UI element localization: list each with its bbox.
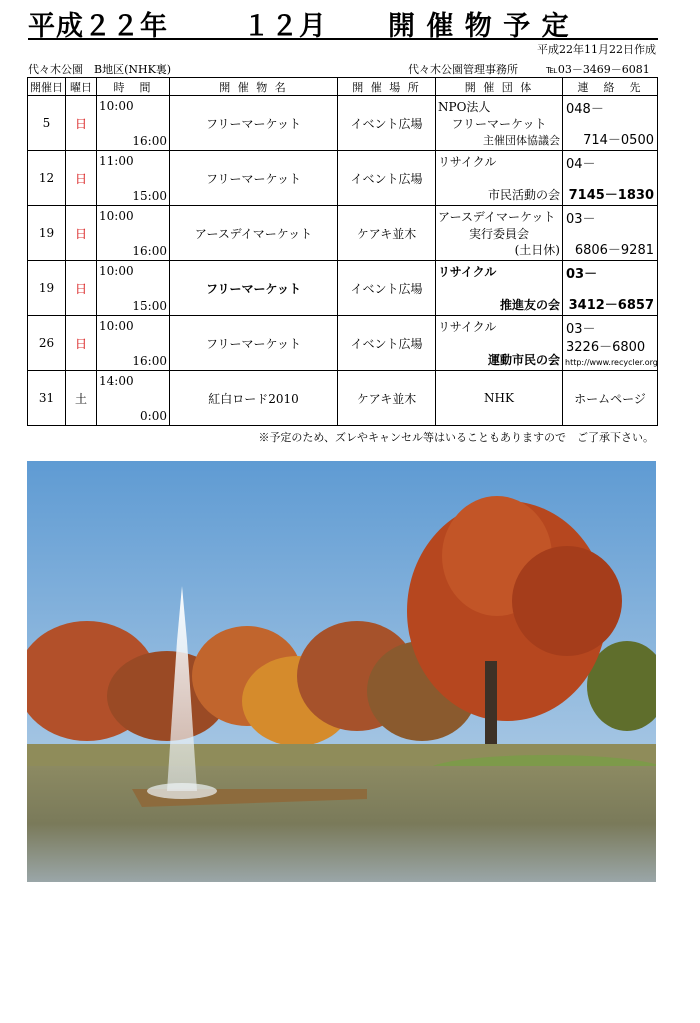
cell-organizer: NHK — [436, 371, 563, 426]
time-end: 16:00 — [132, 134, 167, 148]
cell-contact — [563, 96, 658, 151]
title-year: 平成２２年 — [28, 11, 168, 42]
contact-line1: 03－ — [566, 267, 598, 282]
header-weekday: 曜日 — [66, 78, 97, 96]
contact-line3: 6806－9281 — [574, 243, 654, 258]
time-start: 10:00 — [99, 209, 134, 223]
organizer-line3: 推進友の会 — [499, 298, 560, 312]
contact-line1: 048－ — [566, 102, 604, 117]
cell-place: イベント広場 — [338, 96, 436, 151]
park-photo-illustration — [27, 461, 656, 882]
cell-event: 紅白ロード2010 — [170, 371, 338, 426]
cell-event: フリーマーケット — [170, 261, 338, 316]
organizer-line2: フリーマーケット — [451, 117, 547, 131]
cell-day: 12 — [28, 151, 66, 206]
cell-place: ケアキ並木 — [338, 371, 436, 426]
cell-weekday: 土 — [66, 371, 97, 426]
office-phone: ℡03－3469－6081 — [546, 63, 650, 76]
created-date: 平成22年11月22日作成 — [537, 43, 656, 56]
title-month: １２月 — [243, 11, 327, 42]
cell-weekday: 日 — [66, 261, 97, 316]
contact-url[interactable]: http://www.recycler.org — [565, 358, 658, 367]
organizer-line2: 実行委員会 — [468, 227, 529, 241]
location-label: 代々木公園 B地区(NHK裏) — [28, 63, 172, 76]
time-end: 0:00 — [140, 409, 167, 423]
page-title: 開 催 物 予 定 — [388, 11, 570, 42]
cell-day: 19 — [28, 261, 66, 316]
cell-event: フリーマーケット — [170, 151, 338, 206]
cell-contact: ホームページ — [563, 371, 658, 426]
time-start: 11:00 — [99, 154, 134, 168]
cell-organizer — [436, 96, 563, 151]
organizer-line3: 主催団体協議会 — [483, 134, 560, 147]
contact-line1: 03－ — [566, 212, 596, 227]
cell-organizer — [436, 316, 563, 371]
organizer-line1: リサイクル — [438, 265, 497, 279]
cell-time — [97, 206, 170, 261]
cell-contact — [563, 151, 658, 206]
header-contact: 連 絡 先 — [563, 78, 658, 96]
cell-place: イベント広場 — [338, 261, 436, 316]
cell-time — [97, 316, 170, 371]
cell-organizer — [436, 206, 563, 261]
header-time: 時 間 — [97, 78, 170, 96]
organizer-line3: 市民活動の会 — [487, 188, 560, 202]
cell-event: アースデイマーケット — [170, 206, 338, 261]
table-row — [28, 261, 658, 316]
cell-weekday: 日 — [66, 316, 97, 371]
table-row — [28, 371, 658, 426]
organizer-line1: リサイクル — [438, 155, 497, 169]
time-end: 16:00 — [132, 354, 167, 368]
contact-line3: 7145－1830 — [568, 188, 654, 203]
time-end: 16:00 — [132, 244, 167, 258]
contact-line1: 04－ — [566, 157, 596, 172]
cell-time — [97, 371, 170, 426]
time-start: 10:00 — [99, 319, 134, 333]
disclaimer-note: ※予定のため、ズレやキャンセル等はいることもありますので ご了承下さい。 — [258, 431, 654, 444]
title-bar — [28, 4, 658, 40]
table-row — [28, 316, 658, 371]
time-start: 10:00 — [99, 264, 134, 278]
organizer-line3: 運動市民の会 — [487, 353, 560, 367]
park-photo — [27, 461, 656, 882]
table-row — [28, 151, 658, 206]
cell-contact — [563, 206, 658, 261]
contact-line3: 3412－6857 — [568, 298, 654, 313]
cell-day: 26 — [28, 316, 66, 371]
contact-line1: 03－ — [566, 322, 596, 337]
schedule-table — [27, 77, 658, 426]
cell-place: イベント広場 — [338, 316, 436, 371]
organizer-line1: アースデイマーケット — [438, 210, 556, 224]
cell-organizer — [436, 151, 563, 206]
cell-event: フリーマーケット — [170, 316, 338, 371]
cell-weekday: 日 — [66, 151, 97, 206]
time-start: 10:00 — [99, 99, 134, 113]
cell-organizer — [436, 261, 563, 316]
office-label: 代々木公園管理事務所 — [408, 63, 518, 76]
cell-time — [97, 96, 170, 151]
time-start: 14:00 — [99, 374, 134, 388]
table-row — [28, 96, 658, 151]
cell-event: フリーマーケット — [170, 96, 338, 151]
time-end: 15:00 — [132, 189, 167, 203]
header-place: 開 催 場 所 — [338, 78, 436, 96]
cell-time — [97, 261, 170, 316]
cell-day: 19 — [28, 206, 66, 261]
organizer-line1: リサイクル — [438, 320, 497, 334]
cell-place: イベント広場 — [338, 151, 436, 206]
cell-time — [97, 151, 170, 206]
contact-line3: 714－0500 — [583, 133, 654, 148]
cell-contact — [563, 261, 658, 316]
cell-day: 31 — [28, 371, 66, 426]
cell-weekday: 日 — [66, 206, 97, 261]
cell-contact — [563, 316, 658, 371]
organizer-line3: (土日休) — [514, 243, 560, 257]
cell-place: ケアキ並木 — [338, 206, 436, 261]
cell-day: 5 — [28, 96, 66, 151]
header-event: 開 催 物 名 — [170, 78, 338, 96]
time-end: 15:00 — [132, 299, 167, 313]
table-row — [28, 206, 658, 261]
organizer-line1: NPO法人 — [438, 100, 491, 114]
header-day: 開催日 — [28, 78, 66, 96]
table-header-row — [28, 78, 658, 96]
cell-weekday: 日 — [66, 96, 97, 151]
contact-line2: 3226－6800 — [566, 340, 646, 355]
header-organizer: 開 催 団 体 — [436, 78, 563, 96]
